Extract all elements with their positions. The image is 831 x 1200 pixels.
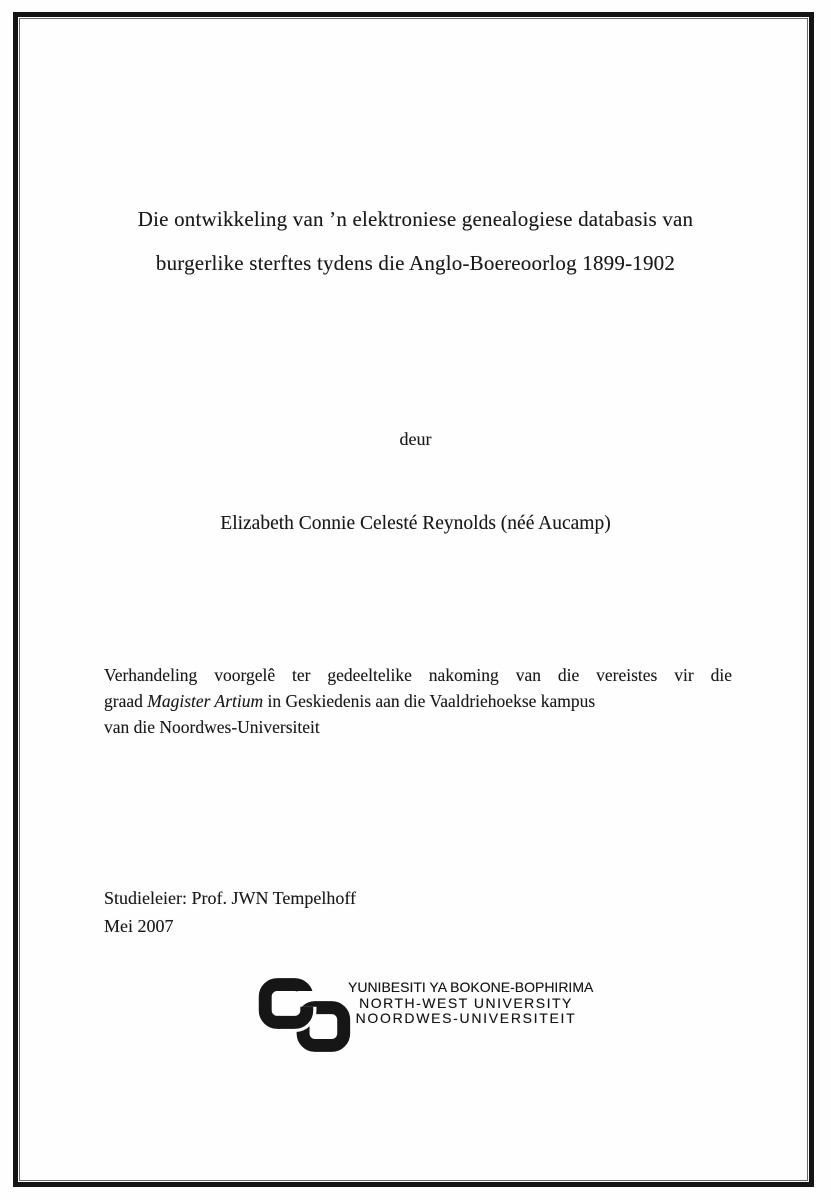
- byline-deur: deur: [399, 429, 432, 449]
- supervisor-name: Studieleier: Prof. JWN Tempelhoff: [104, 888, 357, 908]
- logo-text-english: NORTH-WEST UNIVERSITY: [359, 994, 573, 1011]
- submission-line-3: van die Noordwes-Universiteit: [104, 717, 320, 737]
- submission-line-1: Verhandeling voorgelê ter gedeeltelike nakoming van die vereistes vir die: [104, 665, 732, 685]
- page-title: [0, 197, 831, 285]
- author-name: Elizabeth Connie Celesté Reynolds (néé Aucamp): [220, 513, 611, 534]
- submission-line-2-post: in Geskiedenis aan die Vaaldriehoekse kampus: [263, 691, 596, 711]
- logo-text-setswana: YUNIBESITI YA BOKONE-BOPHIRIMA: [348, 979, 594, 995]
- degree-name-italic: Magister Artium: [147, 691, 264, 711]
- nwu-chain-link-logo-icon: [256, 976, 352, 1054]
- university-logo: [256, 974, 594, 1058]
- submission-statement: [104, 662, 732, 740]
- supervisor-block: [104, 884, 356, 940]
- page-title-line-1: Die ontwikkeling van ’n elektroniese genealogiese databasis van: [137, 207, 694, 231]
- publication-date: Mei 2007: [104, 916, 174, 936]
- submission-line-2: [104, 688, 732, 714]
- page-title-line-2: burgerlike sterftes tydens die Anglo-Boereoorlog 1899-1902: [155, 251, 676, 275]
- university-logo-text: [348, 979, 594, 1027]
- submission-line-2-pre: graad: [104, 691, 148, 711]
- logo-text-afrikaans: NOORDWES-UNIVERSITEIT: [355, 1010, 577, 1026]
